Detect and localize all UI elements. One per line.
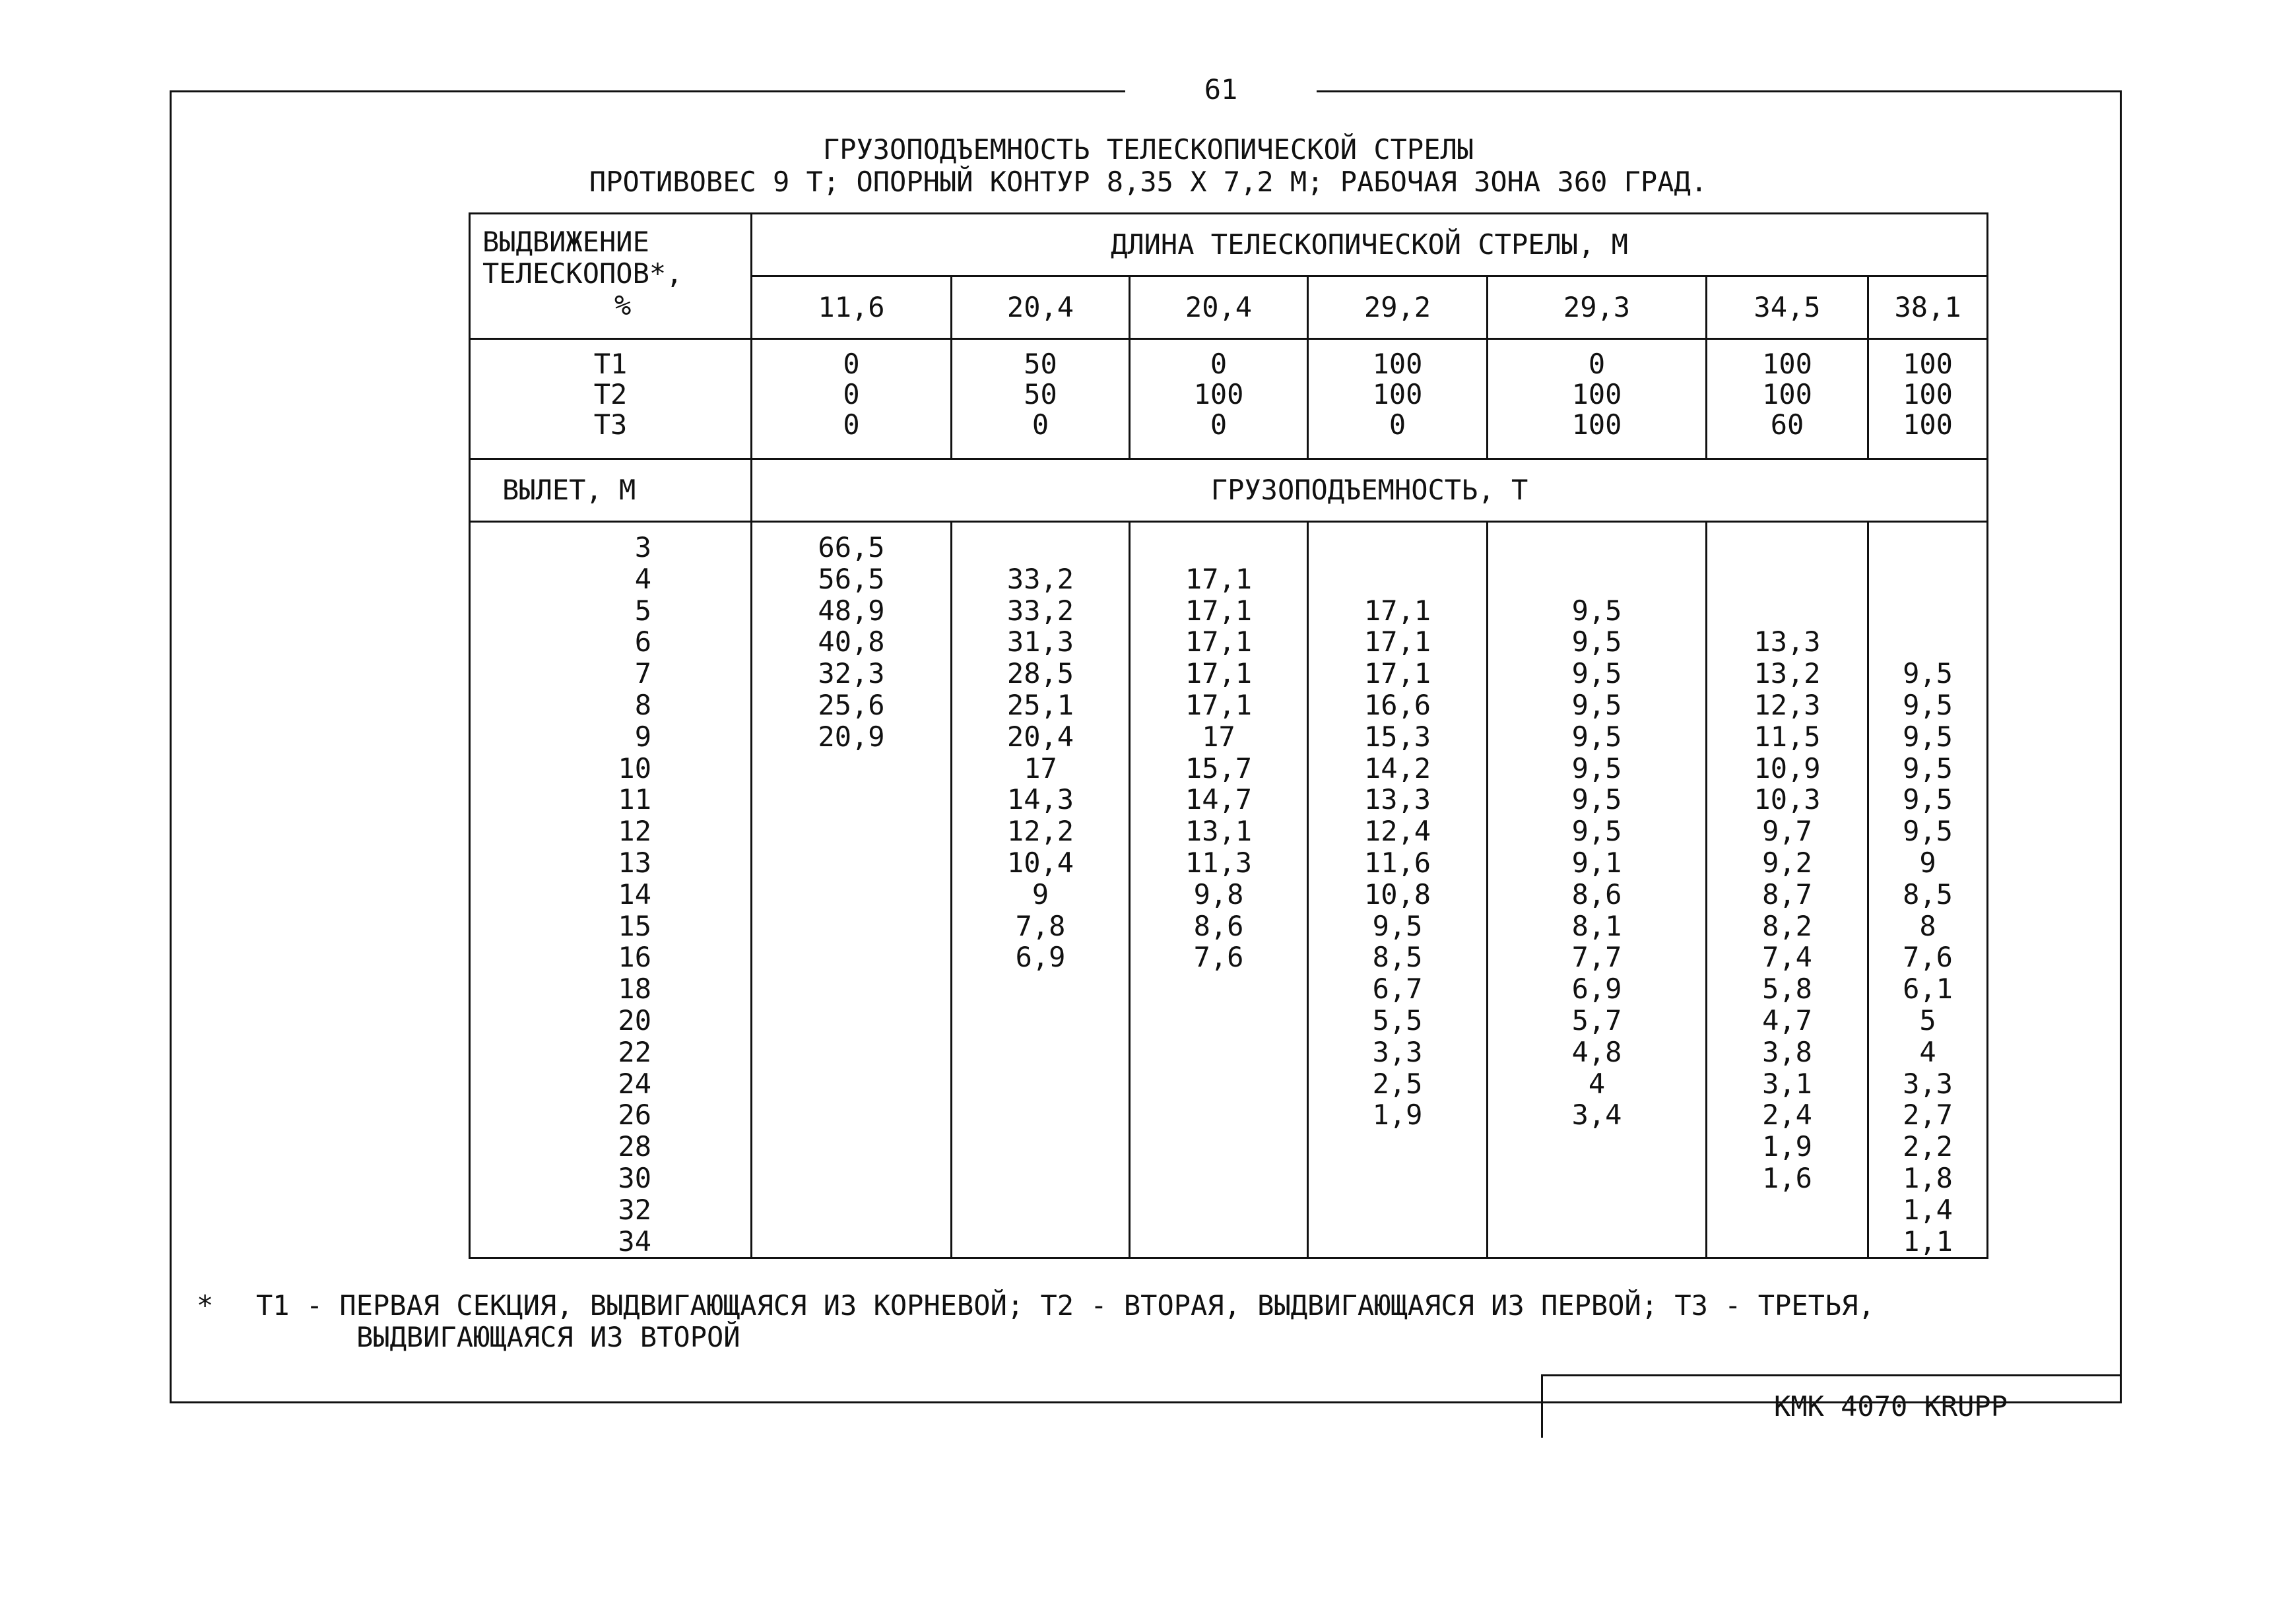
capacity-value: 4,8 (1571, 1035, 1622, 1068)
capacity-value (752, 973, 950, 1005)
capacity-value: 3,8 (1762, 1035, 1812, 1068)
capacity-value: 17,1 (1185, 625, 1253, 658)
capacity-value (752, 1163, 950, 1194)
header-left-line: % (614, 289, 632, 321)
capacity-value (752, 1226, 950, 1258)
telescope-value: 60 (1770, 408, 1804, 441)
section-label: Т3 (593, 408, 628, 441)
capacity-value: 8,7 (1762, 878, 1812, 911)
capacity-value (1131, 1194, 1307, 1226)
capacity-value: 14,7 (1185, 783, 1253, 816)
capacity-value: 9,5 (1571, 752, 1622, 784)
telescope-value: 100 (1372, 378, 1423, 410)
telescope-value: 0 (843, 348, 860, 380)
telescope-value: 100 (1903, 408, 1953, 441)
capacity-value (1488, 1163, 1705, 1194)
reach-value: 30 (618, 1161, 651, 1194)
capacity-value: 12,4 (1363, 815, 1431, 848)
reach-column (470, 522, 752, 1258)
reach-value: 7 (634, 657, 651, 690)
capacity-value: 13,2 (1754, 657, 1821, 690)
capacity-value: 7,8 (1015, 909, 1066, 942)
telescope-cell (1707, 339, 1868, 459)
reach-value: 34 (618, 1225, 651, 1258)
boom-length-cell: 20,4 (952, 276, 1130, 339)
section-label: Т1 (593, 348, 628, 380)
telescope-extension-header (470, 214, 752, 339)
capacity-value: 17,1 (1185, 657, 1253, 690)
telescope-value: 100 (1903, 378, 1953, 410)
capacity-value: 17,1 (1185, 688, 1253, 721)
capacity-value: 9,5 (1571, 657, 1622, 690)
reach-value: 14 (618, 878, 651, 911)
capacity-value (1488, 563, 1705, 595)
capacity-value (1707, 1194, 1867, 1226)
telescope-cell (952, 339, 1130, 459)
capacity-column (752, 522, 952, 1258)
capacity-value: 9,2 (1762, 846, 1812, 879)
capacity-value (752, 1037, 950, 1068)
capacity-value: 20,4 (1006, 720, 1074, 753)
capacity-value: 9,5 (1571, 594, 1622, 627)
capacity-value: 5 (1919, 1004, 1936, 1037)
capacity-value: 17,1 (1185, 594, 1253, 627)
telescope-value: 50 (1024, 378, 1057, 410)
capacity-column (1308, 522, 1488, 1258)
capacity-value: 14,2 (1363, 752, 1431, 784)
reach-value: 24 (618, 1067, 651, 1100)
telescope-row (470, 339, 1988, 459)
reach-header: ВЫЛЕТ, М (470, 459, 752, 522)
capacity-value: 8,6 (1193, 909, 1244, 942)
capacity-value: 6,1 (1903, 973, 1953, 1006)
capacity-value: 40,8 (818, 625, 885, 658)
capacity-value: 2,4 (1762, 1099, 1812, 1132)
capacity-value: 25,1 (1006, 688, 1074, 721)
capacity-value: 9,5 (1571, 625, 1622, 658)
boom-length-cell: 20,4 (1130, 276, 1308, 339)
capacity-value: 17 (1024, 752, 1057, 784)
capacity-value (1869, 595, 1986, 627)
capacity-data-row (470, 522, 1988, 1258)
capacity-value (1131, 1099, 1307, 1131)
capacity-value: 1,6 (1762, 1161, 1812, 1194)
capacity-value: 7,6 (1903, 941, 1953, 974)
telescope-value: 0 (1032, 408, 1049, 441)
section-label: Т2 (593, 378, 628, 410)
capacity-value: 9,5 (1372, 909, 1423, 942)
capacity-value: 5,8 (1762, 973, 1812, 1006)
reach-value: 5 (634, 594, 651, 627)
boom-length-cell: 29,3 (1488, 276, 1707, 339)
section-header-row (470, 459, 1988, 522)
capacity-column (1868, 522, 1988, 1258)
capacity-value: 3,3 (1372, 1035, 1423, 1068)
capacity-value: 10,8 (1363, 878, 1431, 911)
capacity-value (1309, 1131, 1486, 1163)
capacity-value (1131, 1226, 1307, 1258)
telescope-value: 0 (843, 378, 860, 410)
capacity-value: 9,7 (1762, 815, 1812, 848)
telescope-value: 50 (1024, 348, 1057, 380)
capacity-value (1131, 1005, 1307, 1037)
capacity-value: 13,3 (1363, 783, 1431, 816)
capacity-value (1869, 626, 1986, 658)
capacity-value (952, 1099, 1129, 1131)
capacity-value: 9,5 (1571, 783, 1622, 816)
reach-value: 6 (634, 625, 651, 658)
boom-length-cell: 38,1 (1868, 276, 1988, 339)
capacity-value: 32,3 (818, 657, 885, 690)
capacity-value: 9,5 (1571, 720, 1622, 753)
capacity-value (752, 847, 950, 879)
capacity-value (1131, 1037, 1307, 1068)
capacity-value (1131, 973, 1307, 1005)
reach-value: 26 (618, 1099, 651, 1132)
capacity-value: 1,9 (1372, 1099, 1423, 1132)
capacity-value (1707, 532, 1867, 563)
capacity-value: 2,5 (1372, 1067, 1423, 1100)
capacity-value (1488, 532, 1705, 563)
capacity-value (952, 1037, 1129, 1068)
capacity-value (752, 1131, 950, 1163)
capacity-value: 9 (1032, 878, 1049, 911)
reach-value: 9 (634, 720, 651, 753)
capacity-value: 17,1 (1363, 657, 1431, 690)
capacity-value: 9,5 (1571, 688, 1622, 721)
document-code: KMK 4070 KRUPP (1774, 1390, 2008, 1423)
capacity-value: 6,9 (1015, 941, 1066, 974)
capacity-value: 9,5 (1903, 783, 1953, 816)
capacity-value: 48,9 (818, 594, 885, 627)
capacity-value: 15,3 (1363, 720, 1431, 753)
capacity-value: 5,7 (1571, 1004, 1622, 1037)
capacity-value (1707, 563, 1867, 595)
capacity-value (1309, 1194, 1486, 1226)
header-left-line: ТЕЛЕСКОПОВ*, (482, 257, 683, 290)
footnote-star: * (197, 1289, 214, 1322)
capacity-value: 5,5 (1372, 1004, 1423, 1037)
capacity-value: 9,1 (1571, 846, 1622, 879)
capacity-value: 31,3 (1006, 625, 1074, 658)
capacity-header: ГРУЗОПОДЪЕМНОСТЬ, Т (752, 459, 1988, 522)
telescope-value: 100 (1193, 378, 1244, 410)
capacity-value (1488, 1194, 1705, 1226)
capacity-value: 12,2 (1006, 815, 1074, 848)
capacity-column (1488, 522, 1707, 1258)
capacity-value: 28,5 (1006, 657, 1074, 690)
capacity-value: 2,7 (1903, 1099, 1953, 1132)
telescope-cell (1488, 339, 1707, 459)
telescope-value: 0 (1210, 348, 1228, 380)
telescope-value: 0 (1210, 408, 1228, 441)
capacity-value: 15,7 (1185, 752, 1253, 784)
capacity-value (752, 1005, 950, 1037)
capacity-value: 10,3 (1754, 783, 1821, 816)
reach-value: 4 (634, 562, 651, 595)
reach-value: 13 (618, 846, 651, 879)
capacity-value (952, 1194, 1129, 1226)
capacity-value: 8 (1919, 909, 1936, 942)
capacity-value: 33,2 (1006, 594, 1074, 627)
telescope-value: 0 (843, 408, 860, 441)
reach-value: 3 (634, 531, 651, 563)
capacity-value: 8,1 (1571, 909, 1622, 942)
telescope-cell (1868, 339, 1988, 459)
capacity-value: 8,6 (1571, 878, 1622, 911)
capacity-value: 10,4 (1006, 846, 1074, 879)
footnote-line: Т1 - ПЕРВАЯ СЕКЦИЯ, ВЫДВИГАЮЩАЯСЯ ИЗ КОРНЕВОЙ; Т2 - ВТОРАЯ, ВЫДВИГАЮЩАЯСЯ ИЗ ПЕРВОЙ; Т3 - ТРЕТЬЯ, (256, 1289, 1875, 1322)
telescope-value: 100 (1571, 408, 1622, 441)
capacity-value: 25,6 (818, 688, 885, 721)
capacity-column (952, 522, 1130, 1258)
reach-value: 22 (618, 1035, 651, 1068)
capacity-value (952, 973, 1129, 1005)
capacity-value: 6,7 (1372, 973, 1423, 1006)
boom-length-header: ДЛИНА ТЕЛЕСКОПИЧЕСКОЙ СТРЕЛЫ, М (752, 214, 1988, 276)
capacity-value: 17 (1202, 720, 1235, 753)
capacity-value: 3,3 (1903, 1067, 1953, 1100)
capacity-value: 1,1 (1903, 1225, 1953, 1258)
reach-value: 18 (618, 973, 651, 1006)
capacity-value: 2,2 (1903, 1130, 1953, 1163)
telescope-value: 100 (1903, 348, 1953, 380)
capacity-value (752, 942, 950, 973)
telescope-value: 100 (1762, 348, 1812, 380)
reach-value: 16 (618, 941, 651, 974)
capacity-value (952, 532, 1129, 563)
capacity-table (469, 212, 1988, 1259)
capacity-value: 6,9 (1571, 973, 1622, 1006)
capacity-value: 4 (1919, 1035, 1936, 1068)
capacity-value: 9 (1919, 846, 1936, 879)
capacity-value: 14,3 (1006, 783, 1074, 816)
capacity-value (752, 1068, 950, 1100)
telescope-cell (1308, 339, 1488, 459)
capacity-value (1707, 595, 1867, 627)
telescope-value: 0 (1389, 408, 1406, 441)
reach-value: 15 (618, 909, 651, 942)
capacity-value: 11,3 (1185, 846, 1253, 879)
reach-value: 28 (618, 1130, 651, 1163)
capacity-value: 3,4 (1571, 1099, 1622, 1132)
table-title: ГРУЗОПОДЪЕМНОСТЬ ТЕЛЕСКОПИЧЕСКОЙ СТРЕЛЫ (822, 133, 1474, 166)
capacity-value (1131, 1163, 1307, 1194)
capacity-value: 13,3 (1754, 625, 1821, 658)
capacity-value (1707, 1226, 1867, 1258)
capacity-value (952, 1068, 1129, 1100)
capacity-value: 20,9 (818, 720, 885, 753)
capacity-value: 9,5 (1571, 815, 1622, 848)
capacity-value (752, 879, 950, 911)
capacity-column (1707, 522, 1868, 1258)
capacity-value: 17,1 (1363, 625, 1431, 658)
capacity-value (1131, 532, 1307, 563)
boom-length-cell: 11,6 (752, 276, 952, 339)
page-number: 61 (1125, 73, 1317, 107)
reach-value: 32 (618, 1193, 651, 1226)
capacity-value: 17,1 (1185, 562, 1253, 595)
section-labels (470, 339, 752, 459)
capacity-value (752, 784, 950, 816)
capacity-value: 1,4 (1903, 1193, 1953, 1226)
telescope-value: 100 (1571, 378, 1622, 410)
capacity-value: 9,8 (1193, 878, 1244, 911)
capacity-value (1869, 532, 1986, 563)
capacity-value: 66,5 (818, 531, 885, 563)
telescope-cell (752, 339, 952, 459)
capacity-value: 4 (1588, 1067, 1606, 1100)
capacity-value (752, 911, 950, 942)
capacity-value: 7,7 (1571, 941, 1622, 974)
capacity-value (1488, 1131, 1705, 1163)
capacity-value (1309, 532, 1486, 563)
reach-value: 8 (634, 688, 651, 721)
reach-value: 20 (618, 1004, 651, 1037)
capacity-value: 8,5 (1903, 878, 1953, 911)
reach-value: 11 (618, 783, 651, 816)
capacity-value: 9,5 (1903, 720, 1953, 753)
title-block (1541, 1374, 2122, 1438)
capacity-value: 9,5 (1903, 815, 1953, 848)
capacity-value: 7,4 (1762, 941, 1812, 974)
capacity-value (1131, 1131, 1307, 1163)
capacity-value: 9,5 (1903, 657, 1953, 690)
capacity-value: 11,6 (1363, 846, 1431, 879)
capacity-value: 9,5 (1903, 688, 1953, 721)
capacity-value: 10,9 (1754, 752, 1821, 784)
capacity-value (752, 1099, 950, 1131)
capacity-value (752, 816, 950, 847)
capacity-value: 11,5 (1754, 720, 1821, 753)
capacity-value (1869, 563, 1986, 595)
capacity-value: 56,5 (818, 562, 885, 595)
capacity-value (1309, 1226, 1486, 1258)
capacity-value (1131, 1068, 1307, 1100)
reach-value: 12 (618, 815, 651, 848)
footnote-line: ВЫДВИГАЮЩАЯСЯ ИЗ ВТОРОЙ (356, 1321, 740, 1353)
header-left-line: ВЫДВИЖЕНИЕ (482, 226, 649, 258)
telescope-value: 0 (1588, 348, 1606, 380)
capacity-value: 3,1 (1762, 1067, 1812, 1100)
capacity-value: 1,9 (1762, 1130, 1812, 1163)
capacity-value: 12,3 (1754, 688, 1821, 721)
telescope-value: 100 (1372, 348, 1423, 380)
capacity-value: 8,2 (1762, 909, 1812, 942)
capacity-value (1309, 1163, 1486, 1194)
capacity-value (952, 1005, 1129, 1037)
capacity-value: 33,2 (1006, 562, 1074, 595)
telescope-value: 100 (1762, 378, 1812, 410)
capacity-value: 9,5 (1903, 752, 1953, 784)
capacity-value (952, 1163, 1129, 1194)
capacity-column (1130, 522, 1308, 1258)
capacity-value (752, 1194, 950, 1226)
boom-length-cell: 29,2 (1308, 276, 1488, 339)
capacity-value: 16,6 (1363, 688, 1431, 721)
boom-length-cell: 34,5 (1707, 276, 1868, 339)
capacity-value: 8,5 (1372, 941, 1423, 974)
capacity-value (752, 753, 950, 784)
capacity-value (952, 1131, 1129, 1163)
capacity-value: 17,1 (1363, 594, 1431, 627)
telescope-cell (1130, 339, 1308, 459)
capacity-value: 7,6 (1193, 941, 1244, 974)
capacity-value (1488, 1226, 1705, 1258)
table-subtitle: ПРОТИВОВЕС 9 Т; ОПОРНЫЙ КОНТУР 8,35 Х 7,2 М; РАБОЧАЯ ЗОНА 360 ГРАД. (589, 166, 1708, 198)
capacity-value: 13,1 (1185, 815, 1253, 848)
capacity-value (952, 1226, 1129, 1258)
capacity-value: 4,7 (1762, 1004, 1812, 1037)
reach-value: 10 (618, 752, 651, 784)
capacity-value (1309, 563, 1486, 595)
capacity-value: 1,8 (1903, 1161, 1953, 1194)
